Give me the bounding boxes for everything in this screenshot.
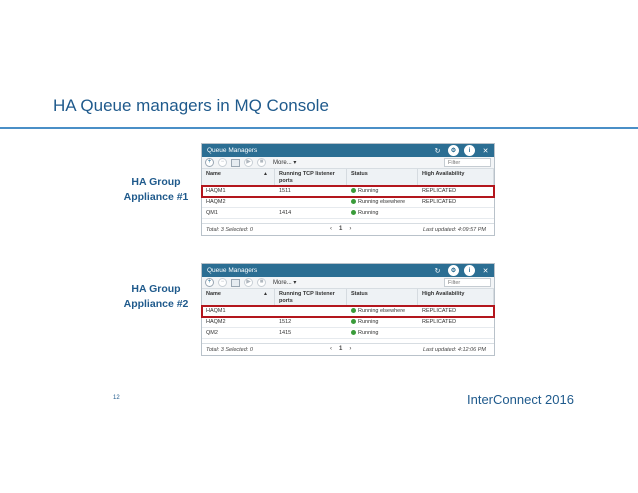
group-label-line2: Appliance #2 <box>123 298 189 310</box>
panel-header <box>202 264 494 277</box>
cell-ha <box>418 208 494 218</box>
column-header[interactable]: Name ▲ <box>202 169 275 186</box>
selection-count: Total: 3 Selected: 0 <box>206 346 253 353</box>
panel-header <box>202 144 494 157</box>
table-row[interactable] <box>202 197 494 208</box>
status-running-icon <box>351 308 356 313</box>
status-running-icon <box>351 210 356 215</box>
cell-status: Running <box>347 328 418 338</box>
group-label-2 <box>111 282 201 312</box>
cell-ports: 1511 <box>279 188 291 194</box>
cell-status: Running elsewhere <box>347 197 418 207</box>
table-header <box>202 169 494 186</box>
column-header[interactable]: High Availability <box>418 289 494 306</box>
cell-name: HAQM1 <box>206 188 226 194</box>
next-page-icon[interactable]: › <box>349 346 352 352</box>
column-header[interactable]: High Availability <box>418 169 494 186</box>
selection-count: Total: 3 Selected: 0 <box>206 226 253 233</box>
pagination <box>330 346 351 352</box>
cell-status: Running <box>347 317 418 327</box>
cell-ha: REPLICATED <box>422 199 457 205</box>
group-label-line2: Appliance #1 <box>123 191 189 203</box>
prev-page-icon[interactable]: ‹ <box>330 226 332 232</box>
filter-input[interactable]: Filter <box>444 158 491 167</box>
stop-icon[interactable]: ■ <box>257 158 266 167</box>
table-row[interactable] <box>202 186 494 197</box>
properties-icon[interactable] <box>231 159 240 167</box>
cell-name: QM2 <box>206 330 218 336</box>
status-running-icon <box>351 199 356 204</box>
cell-ha: REPLICATED <box>422 319 457 325</box>
status-running-icon <box>351 319 356 324</box>
table-footer <box>202 343 494 355</box>
start-icon[interactable]: ▶ <box>244 158 253 167</box>
properties-icon[interactable] <box>231 279 240 287</box>
cell-ports <box>275 197 347 207</box>
group-label-line1: HA Group <box>131 176 181 188</box>
queue-managers-panel-2 <box>201 263 495 356</box>
cell-ports <box>275 306 347 316</box>
cell-name: HAQM1 <box>206 308 226 314</box>
sort-up-icon: ▲ <box>263 171 268 177</box>
remove-icon[interactable]: − <box>218 278 227 287</box>
table-footer <box>202 223 494 235</box>
table-row[interactable] <box>202 306 494 317</box>
table-row[interactable] <box>202 328 494 339</box>
cell-status: Running elsewhere <box>347 306 418 316</box>
panel-title: Queue Managers <box>207 147 258 154</box>
info-icon[interactable]: i <box>464 145 475 156</box>
table-header <box>202 289 494 306</box>
last-updated: Last updated: 4:12:06 PM <box>423 347 486 353</box>
column-header[interactable]: Name ▲ <box>202 289 275 306</box>
prev-page-icon[interactable]: ‹ <box>330 346 332 352</box>
sort-up-icon: ▲ <box>263 291 268 297</box>
column-header[interactable]: Running TCP listener ports <box>275 169 347 186</box>
brand-logo: InterConnect 2016 <box>467 392 574 407</box>
refresh-icon[interactable]: ↻ <box>434 267 441 275</box>
add-icon[interactable]: + <box>205 158 214 167</box>
panel-title: Queue Managers <box>207 267 258 274</box>
table-row[interactable] <box>202 208 494 219</box>
cell-ports: 1512 <box>279 319 292 325</box>
gear-icon[interactable]: ⚙ <box>448 145 459 156</box>
slide-number: 12 <box>113 395 120 401</box>
cell-name: HAQM2 <box>206 199 226 205</box>
status-running-icon <box>351 330 356 335</box>
cell-ha: REPLICATED <box>422 308 457 314</box>
cell-ha <box>418 328 494 338</box>
column-header[interactable]: Running TCP listener ports <box>275 289 347 306</box>
current-page[interactable]: 1 <box>339 226 343 232</box>
close-icon[interactable]: ✕ <box>482 267 489 275</box>
filter-input[interactable]: Filter <box>444 278 491 287</box>
remove-icon[interactable]: − <box>218 158 227 167</box>
toolbar <box>202 277 494 289</box>
current-page[interactable]: 1 <box>339 346 343 352</box>
cell-ports: 1414 <box>279 210 292 216</box>
info-icon[interactable]: i <box>464 265 475 276</box>
column-header[interactable]: Status <box>347 289 418 306</box>
add-icon[interactable]: + <box>205 278 214 287</box>
group-label-line1: HA Group <box>131 283 181 295</box>
cell-status: Running <box>347 186 418 196</box>
cell-name: HAQM2 <box>206 319 226 325</box>
column-header[interactable]: Status <box>347 169 418 186</box>
cell-ports: 1415 <box>279 330 292 336</box>
toolbar <box>202 157 494 169</box>
refresh-icon[interactable]: ↻ <box>434 147 441 155</box>
cell-status: Running <box>347 208 418 218</box>
more-menu[interactable]: More... ▾ <box>273 280 297 286</box>
table-row[interactable] <box>202 317 494 328</box>
group-label-1 <box>111 175 201 205</box>
start-icon[interactable]: ▶ <box>244 278 253 287</box>
close-icon[interactable]: ✕ <box>482 147 489 155</box>
cell-name: QM1 <box>206 210 218 216</box>
pagination <box>330 226 351 232</box>
queue-managers-panel-1 <box>201 143 495 236</box>
gear-icon[interactable]: ⚙ <box>448 265 459 276</box>
more-menu[interactable]: More... ▾ <box>273 160 297 166</box>
slide-title: HA Queue managers in MQ Console <box>53 96 329 115</box>
title-divider <box>0 127 638 129</box>
stop-icon[interactable]: ■ <box>257 278 266 287</box>
status-running-icon <box>351 188 356 193</box>
last-updated: Last updated: 4:09:57 PM <box>423 227 486 233</box>
next-page-icon[interactable]: › <box>349 226 352 232</box>
cell-ha: REPLICATED <box>422 188 457 194</box>
